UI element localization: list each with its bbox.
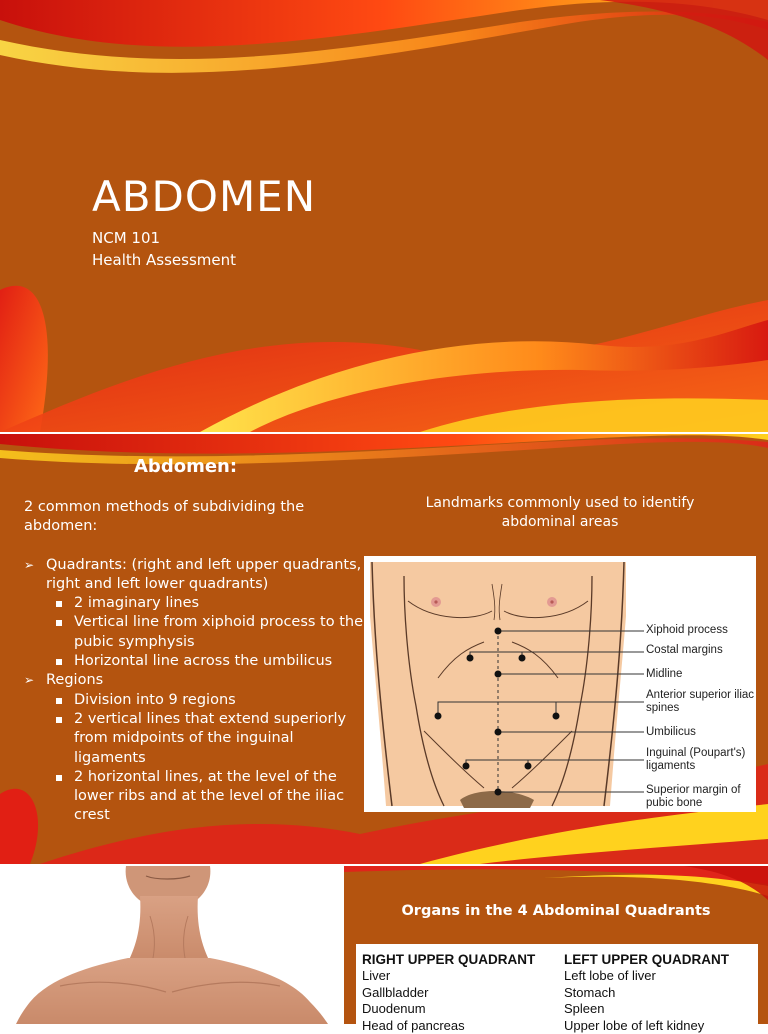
label-xiphoid-process: Xiphoid process: [646, 624, 728, 637]
sub-bullet-text: 2 vertical lines that extend superiorly from midpoints of the inguinal ligaments: [74, 711, 346, 766]
sub-bullet: [24, 594, 364, 613]
sub-bullet: [24, 691, 364, 710]
sub-bullet: [24, 710, 364, 768]
label-midline: Midline: [646, 668, 682, 681]
torso-photo-illustration: [0, 866, 344, 1024]
organ-item: Upper lobe of left kidney: [564, 1018, 729, 1034]
slide-heading: Abdomen:: [134, 456, 237, 477]
square-bullet-icon: [56, 659, 62, 665]
organs-slide: [0, 866, 768, 1024]
slide-title: Organs in the 4 Abdominal Quadrants: [344, 903, 768, 919]
organs-table: [356, 944, 758, 1024]
organs-panel: [344, 866, 768, 1024]
sub-bullet: [24, 768, 364, 826]
label-costal-margins: Costal margins: [646, 644, 723, 657]
sub-bullet-text: Division into 9 regions: [74, 692, 236, 708]
label-anterior-superior-iliac-spines: Anterior superior iliac spines: [646, 689, 754, 715]
organ-item: Duodenum: [362, 1001, 535, 1018]
presentation-title: ABDOMEN: [92, 172, 316, 221]
square-bullet-icon: [56, 775, 62, 781]
arrow-bullet-icon: ➢: [24, 556, 34, 575]
organ-item: Left lobe of liver: [564, 968, 729, 985]
sub-bullet: [24, 652, 364, 671]
column-header: LEFT UPPER QUADRANT: [564, 952, 729, 967]
intro-text: 2 common methods of subdividing the abdomen:: [24, 498, 364, 537]
course-code: NCM 101: [92, 229, 160, 247]
arrow-bullet-icon: ➢: [24, 671, 34, 690]
methods-text: [24, 498, 364, 826]
label-inguinal-ligaments: Inguinal (Poupart's) ligaments: [646, 747, 756, 773]
square-bullet-icon: [56, 601, 62, 607]
sub-bullet-text: 2 horizontal lines, at the level of the lower ribs and at the level of the iliac crest: [74, 769, 344, 824]
organ-item: Stomach: [564, 985, 729, 1002]
bullet-text: Quadrants: (right and left upper quadrants, right and left lower quadrants): [46, 557, 361, 592]
bullet-quadrants: [24, 556, 364, 595]
landmarks-slide: [0, 434, 768, 864]
square-bullet-icon: [56, 620, 62, 626]
sub-bullet-text: Horizontal line across the umbilicus: [74, 653, 332, 669]
diagram-caption: Landmarks commonly used to identify abdominal areas: [400, 494, 720, 532]
label-superior-margin-pubic-bone: Superior margin of pubic bone: [646, 784, 750, 810]
column-header: RIGHT UPPER QUADRANT: [362, 952, 535, 967]
right-upper-quadrant-column: [362, 952, 535, 1034]
bullet-regions: [24, 671, 364, 690]
organ-item: Gallbladder: [362, 985, 535, 1002]
abdomen-landmarks-diagram: [364, 556, 756, 812]
bullet-text: Regions: [46, 672, 103, 688]
left-upper-quadrant-column: [564, 952, 729, 1034]
course-name: Health Assessment: [92, 251, 236, 269]
organ-item: Spleen: [564, 1001, 729, 1018]
organ-item: Liver: [362, 968, 535, 985]
sub-bullet-text: Vertical line from xiphoid process to the pubic symphysis: [74, 614, 363, 649]
square-bullet-icon: [56, 698, 62, 704]
square-bullet-icon: [56, 717, 62, 723]
torso-photo: [0, 866, 344, 1024]
label-umbilicus: Umbilicus: [646, 726, 696, 739]
organ-item: Head of pancreas: [362, 1018, 535, 1034]
sub-bullet-text: 2 imaginary lines: [74, 595, 199, 611]
torso-illustration: [364, 556, 756, 812]
title-slide: [0, 0, 768, 432]
sub-bullet: [24, 613, 364, 652]
